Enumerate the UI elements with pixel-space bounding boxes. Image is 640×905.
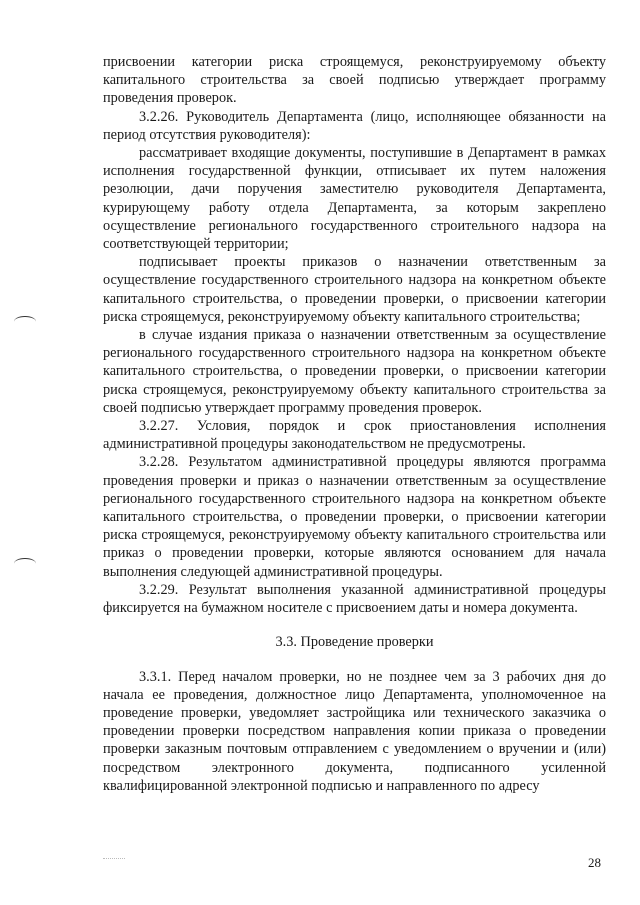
margin-mark [14,558,36,569]
document-page [103,53,606,795]
paragraph: 3.3.1. Перед началом проверки, но не позднее чем за 3 рабочих дня до начала ее проведения, должностное лицо Департамента, уполномоченное на проведение проверки, уведомляет застройщика или технического заказчика о проведении проверки посредством направления копии приказа о проведении проверки заказным почтовым отправлением с уведомлением о вручении и (или) посредством электронного документа, подписанного усиленной квалифицированной электронной подписью и направленного по адресу [103,668,606,794]
paragraphs-before-heading [103,53,606,617]
scan-speck [103,858,125,861]
paragraph: 3.2.29. Результат выполнения указанной административной процедуры фиксируется на бумажном носителе с присвоением даты и номера документа. [103,581,606,617]
paragraph: 3.2.26. Руководитель Департамента (лицо, исполняющее обязанности на период отсутствия руководителя): [103,108,606,143]
section-heading: 3.3. Проведение проверки [275,634,434,651]
paragraph: в случае издания приказа о назначении ответственным за осуществление регионального государственного строительного надзора на конкретном объекте капитального строительства, о проведении проверки, о присвоении категории риска строящемуся, реконструируемому объекту капитального строительства за своей подписью утверждает программу проведения проверок. [103,327,606,416]
paragraph: 3.2.27. Условия, порядок и срок приостановления исполнения административной процедуры законодательством не предусмотрены. [103,418,606,453]
margin-mark [14,316,36,327]
page-number: 28 [588,855,601,870]
paragraph: рассматривает входящие документы, поступившие в Департамент в рамках исполнения государственной функции, отписывает их путем наложения резолюции, дачи поручения заместителю руководителя Департамента, курирующему работу отдела Департамента, за которым закреплено осуществление регионального государственного строительного надзора на соответствующей территории; [103,145,606,253]
paragraph: подписывает проекты приказов о назначении ответственным за осуществление государственного строительного надзора на конкретном объекте капитального строительства, о проведении проверки, о присвоении категории риска строящемуся, реконструируемому объекту капитального строительства; [103,254,606,325]
paragraphs-after-heading [103,668,606,795]
paragraph: 3.2.28. Результатом административной процедуры являются программа проведения проверки и приказ о назначении ответственным за осуществление регионального государственного строительного надзора на конкретном объекте капитального строительства, о проведении проверки, о присвоении категории риска строящемуся, реконструируемому объекту капитального строительства или приказ о проведении проверки, которые являются основанием для начала выполнения следующей административной процедуры. [103,454,606,580]
paragraph: присвоении категории риска строящемуся, реконструируемому объекту капитального строительства за своей подписью утверждает программу проведения проверок. [103,54,606,107]
